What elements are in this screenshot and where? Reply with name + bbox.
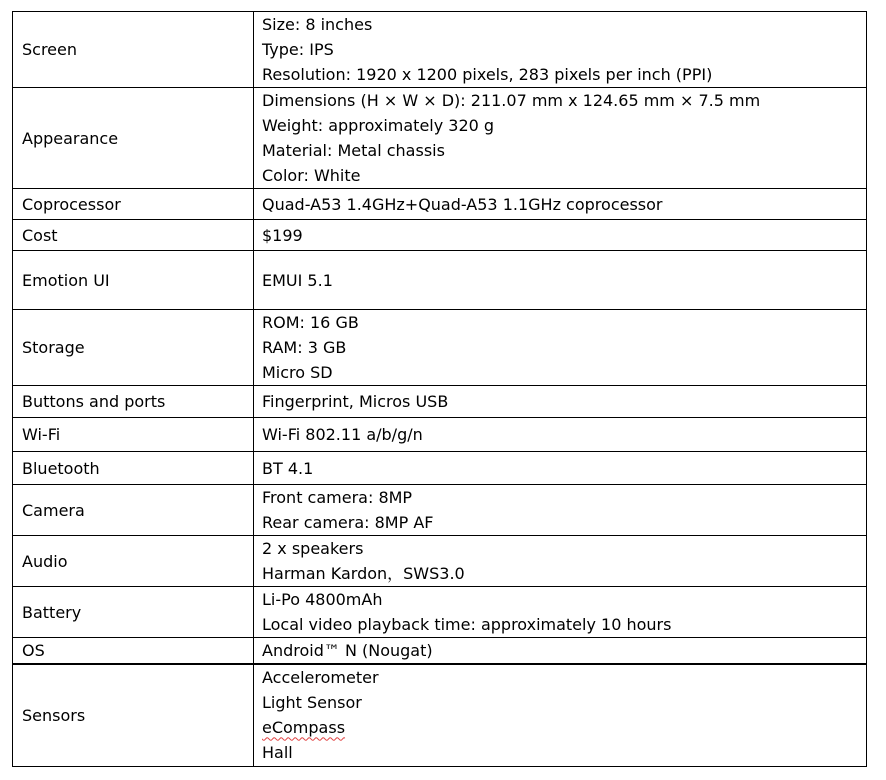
spec-value-line: Hall [262, 743, 293, 763]
spec-value-line: Micro SD [262, 363, 333, 382]
spec-value [254, 536, 867, 587]
spec-value-line: Size: 8 inches [262, 15, 373, 34]
spec-row-screen [13, 12, 867, 88]
spec-label: Camera [13, 485, 254, 536]
specifications-table [12, 11, 867, 767]
spec-row-camera [13, 485, 867, 536]
spec-value-line: Accelerometer [262, 668, 379, 688]
spec-row-sensors [13, 664, 867, 766]
spec-value-line: Local video playback time: approximately 10 hours [262, 615, 672, 634]
spec-value-line: Harman Kardon，SWS3.0 [262, 564, 465, 583]
spec-row-storage [13, 310, 867, 386]
spec-value: Wi-Fi 802.11 a/b/g/n [254, 418, 867, 452]
spec-value-line: Weight: approximately 320 g [262, 116, 495, 135]
spec-label: Appearance [13, 88, 254, 189]
spec-row-cost [13, 220, 867, 251]
spec-value-line: Light Sensor [262, 693, 362, 713]
spec-label: Wi-Fi [13, 418, 254, 452]
spec-value: Android™ N (Nougat) [254, 638, 867, 665]
spec-value-line: Color: White [262, 166, 361, 185]
spec-value: BT 4.1 [254, 452, 867, 485]
spec-row-bluetooth [13, 452, 867, 485]
spec-value: EMUI 5.1 [254, 251, 867, 310]
spec-value [254, 310, 867, 386]
spec-label: Sensors [13, 664, 254, 766]
spec-label: Coprocessor [13, 189, 254, 220]
spec-value: $199 [254, 220, 867, 251]
spec-label: Screen [13, 12, 254, 88]
spec-value-line: Resolution: 1920 x 1200 pixels, 283 pixels per inch (PPI) [262, 65, 713, 84]
spec-row-emotion-ui [13, 251, 867, 310]
spec-value-line: Dimensions (H × W × D): 211.07 mm x 124.65 mm × 7.5 mm [262, 91, 761, 110]
spec-label: Battery [13, 587, 254, 638]
spec-value [254, 485, 867, 536]
spec-value-line [262, 715, 866, 740]
spec-value [254, 88, 867, 189]
spec-value-line: Front camera: 8MP [262, 488, 413, 507]
spec-row-appearance [13, 88, 867, 189]
spec-value: Quad-A53 1.4GHz+Quad-A53 1.1GHz coprocessor [254, 189, 867, 220]
spec-row-buttons-and-ports [13, 386, 867, 418]
spec-value: Fingerprint, Micros USB [254, 386, 867, 418]
spec-value [254, 587, 867, 638]
spec-row-battery [13, 587, 867, 638]
spec-row-wi-fi [13, 418, 867, 452]
spec-value-line: RAM: 3 GB [262, 338, 347, 357]
spec-label: Storage [13, 310, 254, 386]
spec-value-line: 2 x speakers [262, 539, 364, 558]
spec-label: Bluetooth [13, 452, 254, 485]
spec-row-os [13, 638, 867, 665]
spec-row-audio [13, 536, 867, 587]
spec-value [254, 12, 867, 88]
spec-value-line: ROM: 16 GB [262, 313, 359, 332]
spec-value [254, 664, 867, 766]
spec-value-line: Rear camera: 8MP AF [262, 513, 434, 532]
spec-value-line: Type: IPS [262, 40, 334, 59]
spec-label: Cost [13, 220, 254, 251]
spec-value-line: Li-Po 4800mAh [262, 590, 383, 609]
spellcheck-underlined-word: eCompass [262, 718, 346, 738]
spec-label: Buttons and ports [13, 386, 254, 418]
spec-label: OS [13, 638, 254, 665]
spec-label: Audio [13, 536, 254, 587]
spec-row-coprocessor [13, 189, 867, 220]
spec-value-line: Material: Metal chassis [262, 141, 445, 160]
spec-label: Emotion UI [13, 251, 254, 310]
